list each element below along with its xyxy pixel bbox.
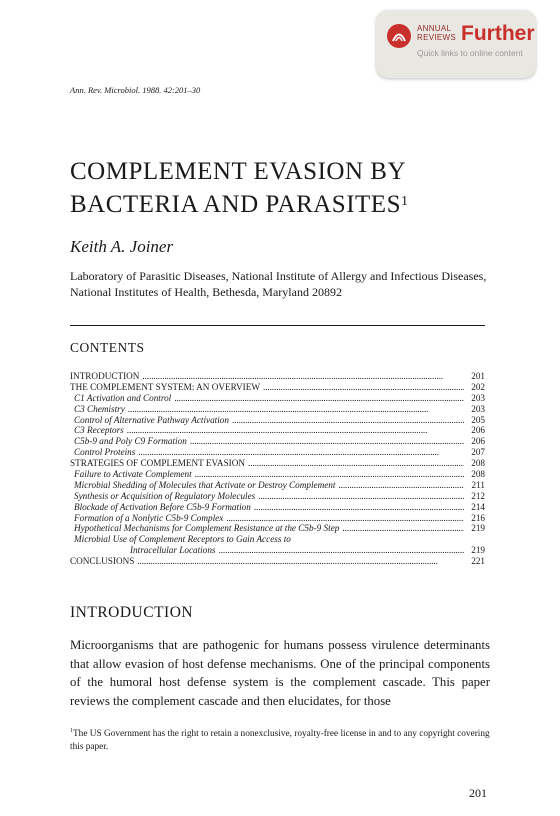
toc-entry-page: 206 (471, 425, 485, 436)
journal-citation: Ann. Rev. Microbiol. 1988. 42:201–30 (70, 85, 201, 95)
toc-entry-page: 208 (471, 458, 485, 469)
footnote (70, 725, 490, 754)
toc-entry-page: 214 (471, 501, 485, 512)
toc-entry[interactable] (70, 469, 485, 480)
toc-leader-dots (254, 502, 464, 513)
toc-entry-page: 219 (471, 545, 485, 556)
toc-entry-page: 211 (471, 479, 485, 490)
annual-reviews-logo-icon (387, 24, 411, 48)
title-line-2: BACTERIA AND PARASITES$^1$ (70, 191, 409, 218)
toc-entry-page: 208 (471, 469, 485, 480)
toc-entry-label: Hypothetical Mechanisms for Complement Resistance at the C5b-9 Step (74, 523, 340, 534)
toc-entry-label: C3 Receptors (74, 425, 124, 436)
table-of-contents (70, 371, 485, 567)
toc-leader-dots (137, 556, 464, 567)
toc-entry-label: C5b-9 and Poly C9 Formation (74, 436, 187, 447)
footnote-mark: 1 (70, 728, 73, 734)
toc-entry-page: 202 (471, 381, 485, 392)
toc-entry-page: 205 (471, 414, 485, 425)
toc-entry-label: Control Proteins (74, 447, 136, 458)
toc-entry-label: Microbial Shedding of Molecules that Activate or Destroy Complement (74, 479, 336, 490)
toc-leader-dots (128, 404, 464, 415)
toc-entry[interactable] (70, 371, 485, 382)
toc-entry-label: THE COMPLEMENT SYSTEM: AN OVERVIEW (70, 381, 260, 392)
toc-entry-label: C3 Chemistry (74, 403, 125, 414)
title-footnote-mark: 1 (400, 194, 409, 209)
introduction-paragraph: Microorganisms that are pathogenic for humans possess virulence determinants that allow evasion of host defense mechanisms. One of the principal components of the humoral host defense system is the complement cascade. This paper reviews the complement cascade and then elucidates, for those (70, 638, 490, 708)
article-title (70, 155, 408, 221)
toc-leader-dots (338, 480, 464, 491)
toc-entry[interactable] (70, 523, 485, 534)
toc-entry-label: Formation of a Nonlytic C5b-9 Complex (74, 512, 224, 523)
toc-entry[interactable] (70, 534, 485, 545)
toc-leader-dots (342, 523, 464, 534)
toc-entry-label: STRATEGIES OF COMPLEMENT EVASION (70, 458, 246, 469)
toc-leader-dots (127, 425, 464, 436)
toc-entry-page: 216 (471, 512, 485, 523)
author-name: Keith A. Joiner (70, 237, 174, 256)
toc-entry[interactable] (70, 480, 485, 491)
toc-leader-dots (232, 415, 464, 426)
author-affiliation: Laboratory of Parasitic Diseases, National Institute of Allergy and Infectious Diseases, National Institutes of Health, Bethesda, Maryland 20892 (70, 269, 487, 299)
toc-entry-page: 212 (471, 490, 485, 501)
toc-entry[interactable] (70, 556, 485, 567)
page-number: 201 (469, 786, 487, 800)
toc-entry-label: Blockade of Activation Before C5b-9 Formation (74, 501, 251, 512)
toc-entry-label: INTRODUCTION (70, 371, 140, 381)
toc-entry-page: 203 (471, 392, 485, 403)
toc-leader-dots (258, 491, 464, 502)
annual-reviews-wordmark: ANNUAL REVIEWS (417, 24, 456, 42)
toc-entry[interactable] (70, 502, 485, 513)
toc-leader-dots (190, 436, 464, 447)
toc-leader-dots (195, 469, 464, 480)
toc-entry-label: CONCLUSIONS (70, 556, 135, 567)
toc-entry[interactable] (70, 415, 485, 426)
section-divider (70, 325, 485, 326)
toc-entry-page: 221 (471, 556, 485, 567)
toc-entry[interactable] (70, 458, 485, 469)
toc-leader-dots (226, 513, 464, 524)
toc-entry-label: C1 Activation and Control (74, 392, 172, 403)
toc-entry[interactable] (70, 447, 485, 458)
further-wordmark: Further (461, 22, 535, 45)
toc-entry[interactable] (70, 513, 485, 524)
toc-entry[interactable] (70, 425, 485, 436)
toc-entry[interactable] (70, 382, 485, 393)
contents-heading: CONTENTS (70, 340, 145, 355)
toc-entry-label: Failure to Activate Complement (74, 469, 192, 480)
toc-entry-label: Microbial Use of Complement Receptors to Gain Access to (74, 534, 291, 545)
toc-entry-label: Synthesis or Acquisition of Regulatory Molecules (74, 490, 256, 501)
toc-entry-label: Control of Alternative Pathway Activation (74, 414, 229, 425)
toc-leader-dots (248, 458, 464, 469)
footnote-text: The US Government has the right to retain a nonexclusive, royalty-free license in and to any copyright covering this paper. (70, 729, 490, 753)
toc-entry[interactable] (70, 404, 485, 415)
annual-reviews-further-badge[interactable] (376, 10, 536, 78)
toc-entry-page: 206 (471, 436, 485, 447)
badge-subtitle: Quick links to online content (417, 48, 523, 58)
toc-entry[interactable] (70, 491, 485, 502)
toc-entry-page: 219 (471, 523, 485, 534)
introduction-heading: INTRODUCTION (70, 604, 194, 621)
toc-entry-page: 203 (471, 403, 485, 414)
toc-leader-dots (138, 447, 464, 458)
toc-leader-dots (174, 393, 464, 404)
title-line-1: COMPLEMENT EVASION BY (70, 158, 407, 185)
toc-leader-dots (263, 382, 464, 393)
toc-entry-page: 201 (471, 371, 485, 381)
toc-entry[interactable] (70, 545, 485, 556)
toc-entry[interactable] (70, 436, 485, 447)
toc-leader-dots (219, 545, 465, 556)
toc-entry-label: Intracellular Locations (130, 545, 216, 556)
toc-leader-dots (142, 371, 464, 382)
toc-entry[interactable] (70, 393, 485, 404)
toc-entry-page: 207 (471, 447, 485, 458)
